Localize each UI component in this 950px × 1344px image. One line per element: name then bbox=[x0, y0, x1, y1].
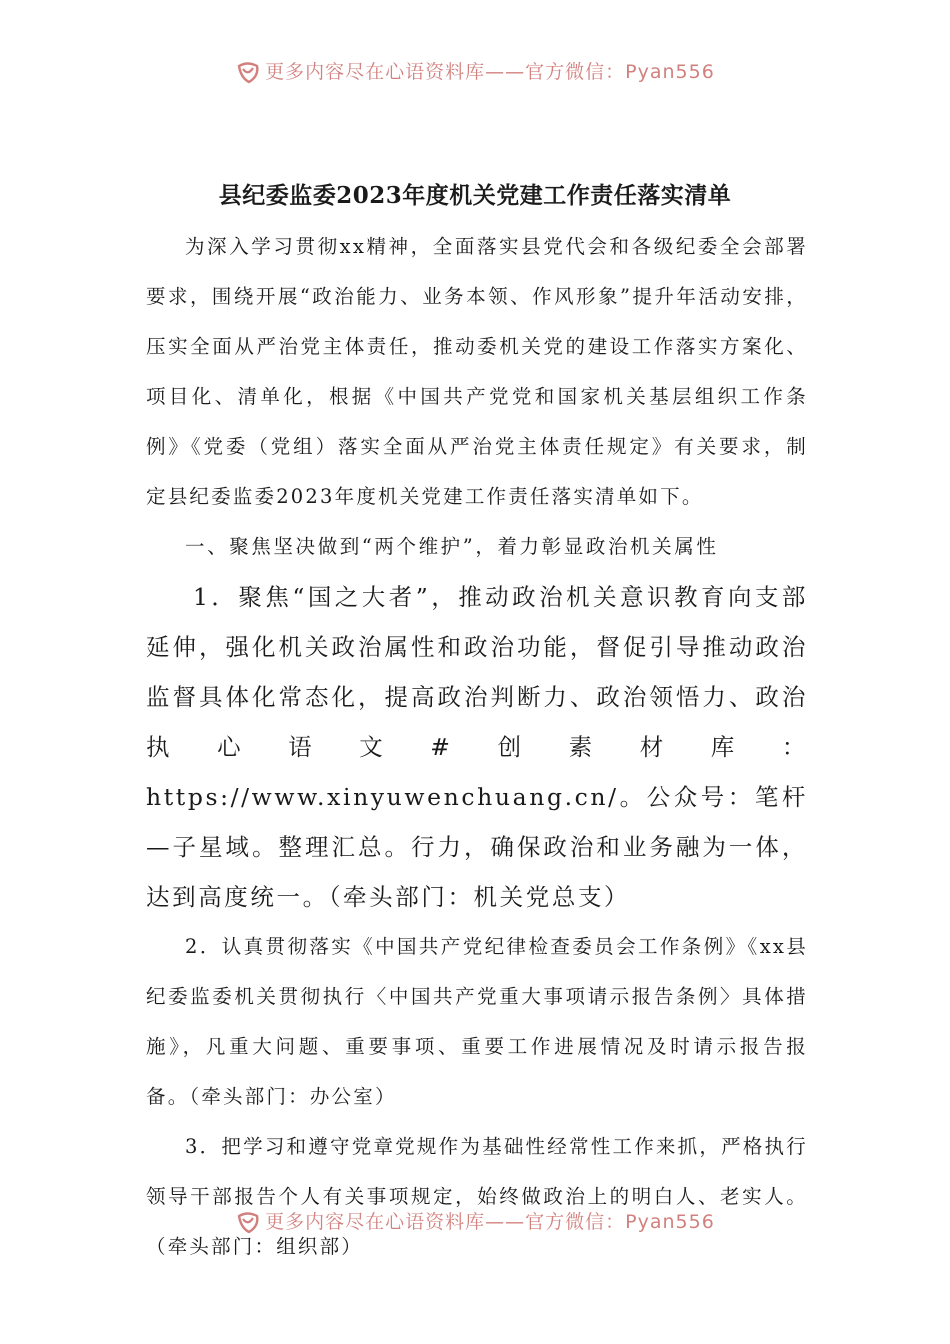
item-3-paragraph: 3．把学习和遵守党章党规作为基础性经常性工作来抓，严格执行领导干部报告个人有关事项规定，始终做政治上的明白人、老实人。（牵头部门：组织部） bbox=[146, 1135, 808, 1258]
watermark-header bbox=[0, 57, 950, 87]
document-body bbox=[146, 222, 808, 1272]
watermark-logo-icon bbox=[235, 1210, 261, 1236]
document-title: 县纪委监委2023年度机关党建工作责任落实清单 bbox=[218, 182, 732, 209]
watermark-logo-icon bbox=[235, 60, 261, 86]
item-2-paragraph: 2．认真贯彻落实《中国共产党纪律检查委员会工作条例》《xx县纪委监委机关贯彻执行〈中国共产党重大事项请示报告条例〉具体措施》，凡重大问题、重要事项、重要工作进展情况及时请示报告报备。（牵头部门：办公室） bbox=[146, 935, 808, 1108]
watermark-text: 更多内容尽在心语资料库——官方微信：Pyan556 bbox=[265, 1211, 715, 1233]
section-heading: 一、聚焦坚决做到“两个维护”，着力彰显政治机关属性 bbox=[185, 535, 719, 558]
intro-paragraph: 为深入学习贯彻xx精神，全面落实县党代会和各级纪委全会部署要求，围绕开展“政治能力、业务本领、作风形象”提升年活动安排，压实全面从严治党主体责任，推动委机关党的建设工作落实方案化、项目化、清单化，根据《中国共产党党和国家机关基层组织工作条例》《党委（党组）落实全面从严治党主体责任规定》有关要求，制定县纪委监委2023年度机关党建工作责任落实清单如下。 bbox=[146, 235, 808, 508]
watermark-footer bbox=[0, 1207, 950, 1237]
item-1-paragraph: 1．聚焦“国之大者”，推动政治机关意识教育向支部延伸，强化机关政治属性和政治功能，督促引导推动政治监督具体化常态化，提高政治判断力、政治领悟力、政治执心语文#创素材库：https://www.xinyuwenchuang.cn/。公众号：笔杆—子星域。整理汇总。行力，确保政治和业务融为一体，达到高度统一。（牵头部门：机关党总支） bbox=[146, 583, 808, 911]
watermark-text: 更多内容尽在心语资料库——官方微信：Pyan556 bbox=[265, 61, 715, 83]
